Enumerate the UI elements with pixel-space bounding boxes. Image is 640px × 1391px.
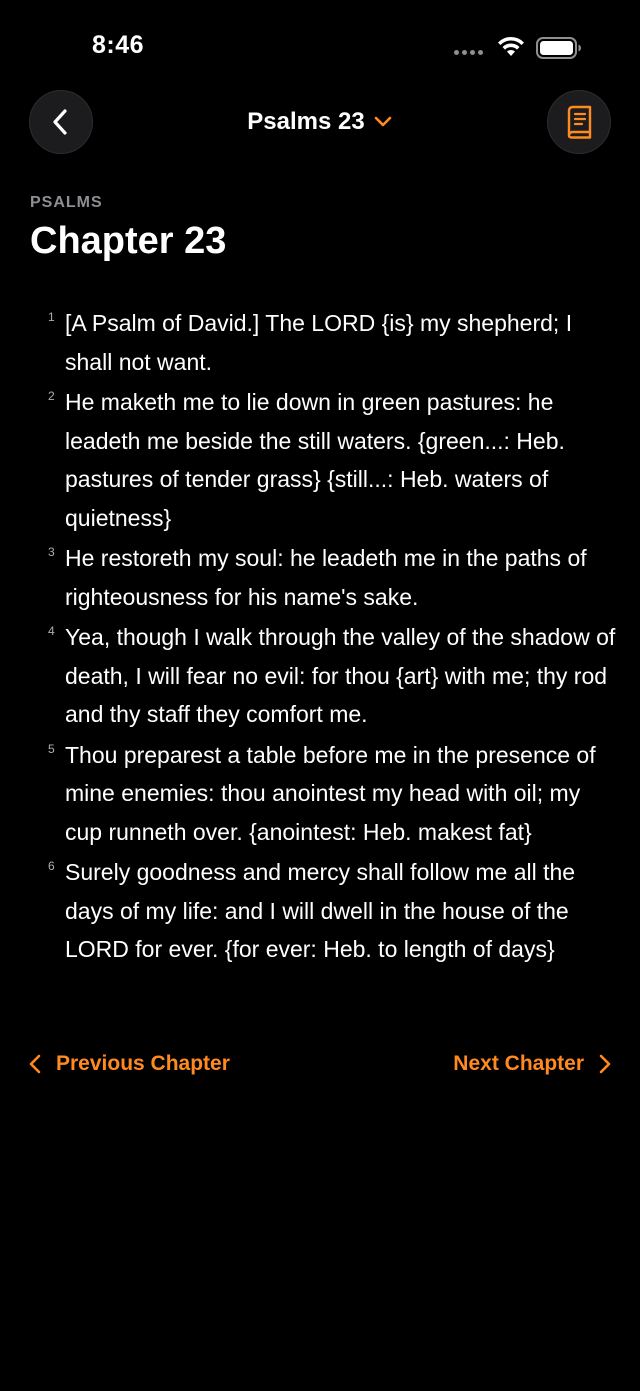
verse-number: 3 [48,545,55,559]
verse[interactable] [30,618,620,734]
previous-chapter-label: Previous Chapter [56,1052,230,1075]
verse-number: 5 [48,741,55,756]
verse[interactable] [30,853,620,969]
verse-list [30,304,620,971]
verse[interactable] [30,539,620,616]
verse-text: He maketh me to lie down in green pastures: he leadeth me beside the still waters. {green...: Heb. pastures of tender grass} {still...: Heb. waters of quietness} [65,389,565,531]
verse[interactable] [30,383,620,537]
chapter-picker[interactable] [0,108,640,136]
verse-text: [A Psalm of David.] The LORD {is} my shepherd; I shall not want. [65,310,573,375]
verse-text: He restoreth my soul: he leadeth me in the paths of righteousness for his name's sake. [65,545,587,610]
navigation-bar [0,90,640,156]
chevron-right-icon [598,1053,612,1075]
verse-number: 2 [48,389,55,403]
chevron-left-icon [28,1053,42,1075]
verse-number: 1 [48,310,55,324]
verse[interactable] [30,304,620,381]
chapter-navigation [0,1052,640,1088]
verse-text: Surely goodness and mercy shall follow me all the days of my life: and I will dwell in the house of the LORD for ever. {for ever: Heb. to length of days} [65,859,576,962]
verse-text: Yea, though I walk through the valley of the shadow of death, I will fear no evil: for thou {art} with me; thy rod and thy staff they comfort me. [65,624,616,727]
verse-text: Thou preparest a table before me in the presence of mine enemies: thou anointest my head with oil; my cup runneth over. {anointest: Heb. makest fat} [65,741,596,845]
verse-number: 6 [48,859,55,873]
previous-chapter-button[interactable] [28,1052,230,1076]
status-bar [0,0,640,90]
battery-icon [536,37,582,59]
book-button[interactable] [547,90,611,154]
cellular-signal-icon [454,50,483,55]
next-chapter-label: Next Chapter [453,1052,584,1075]
chevron-down-icon [373,115,393,129]
wifi-icon [496,35,526,57]
status-time: 8:46 [92,31,145,59]
book-icon [564,105,594,139]
nav-title: Psalms 23 [247,108,365,135]
verse-number: 4 [48,624,55,638]
book-name-label: PSALMS [30,194,103,211]
chapter-title: Chapter 23 [30,220,227,262]
next-chapter-button[interactable] [453,1052,612,1076]
verse[interactable] [30,736,620,852]
